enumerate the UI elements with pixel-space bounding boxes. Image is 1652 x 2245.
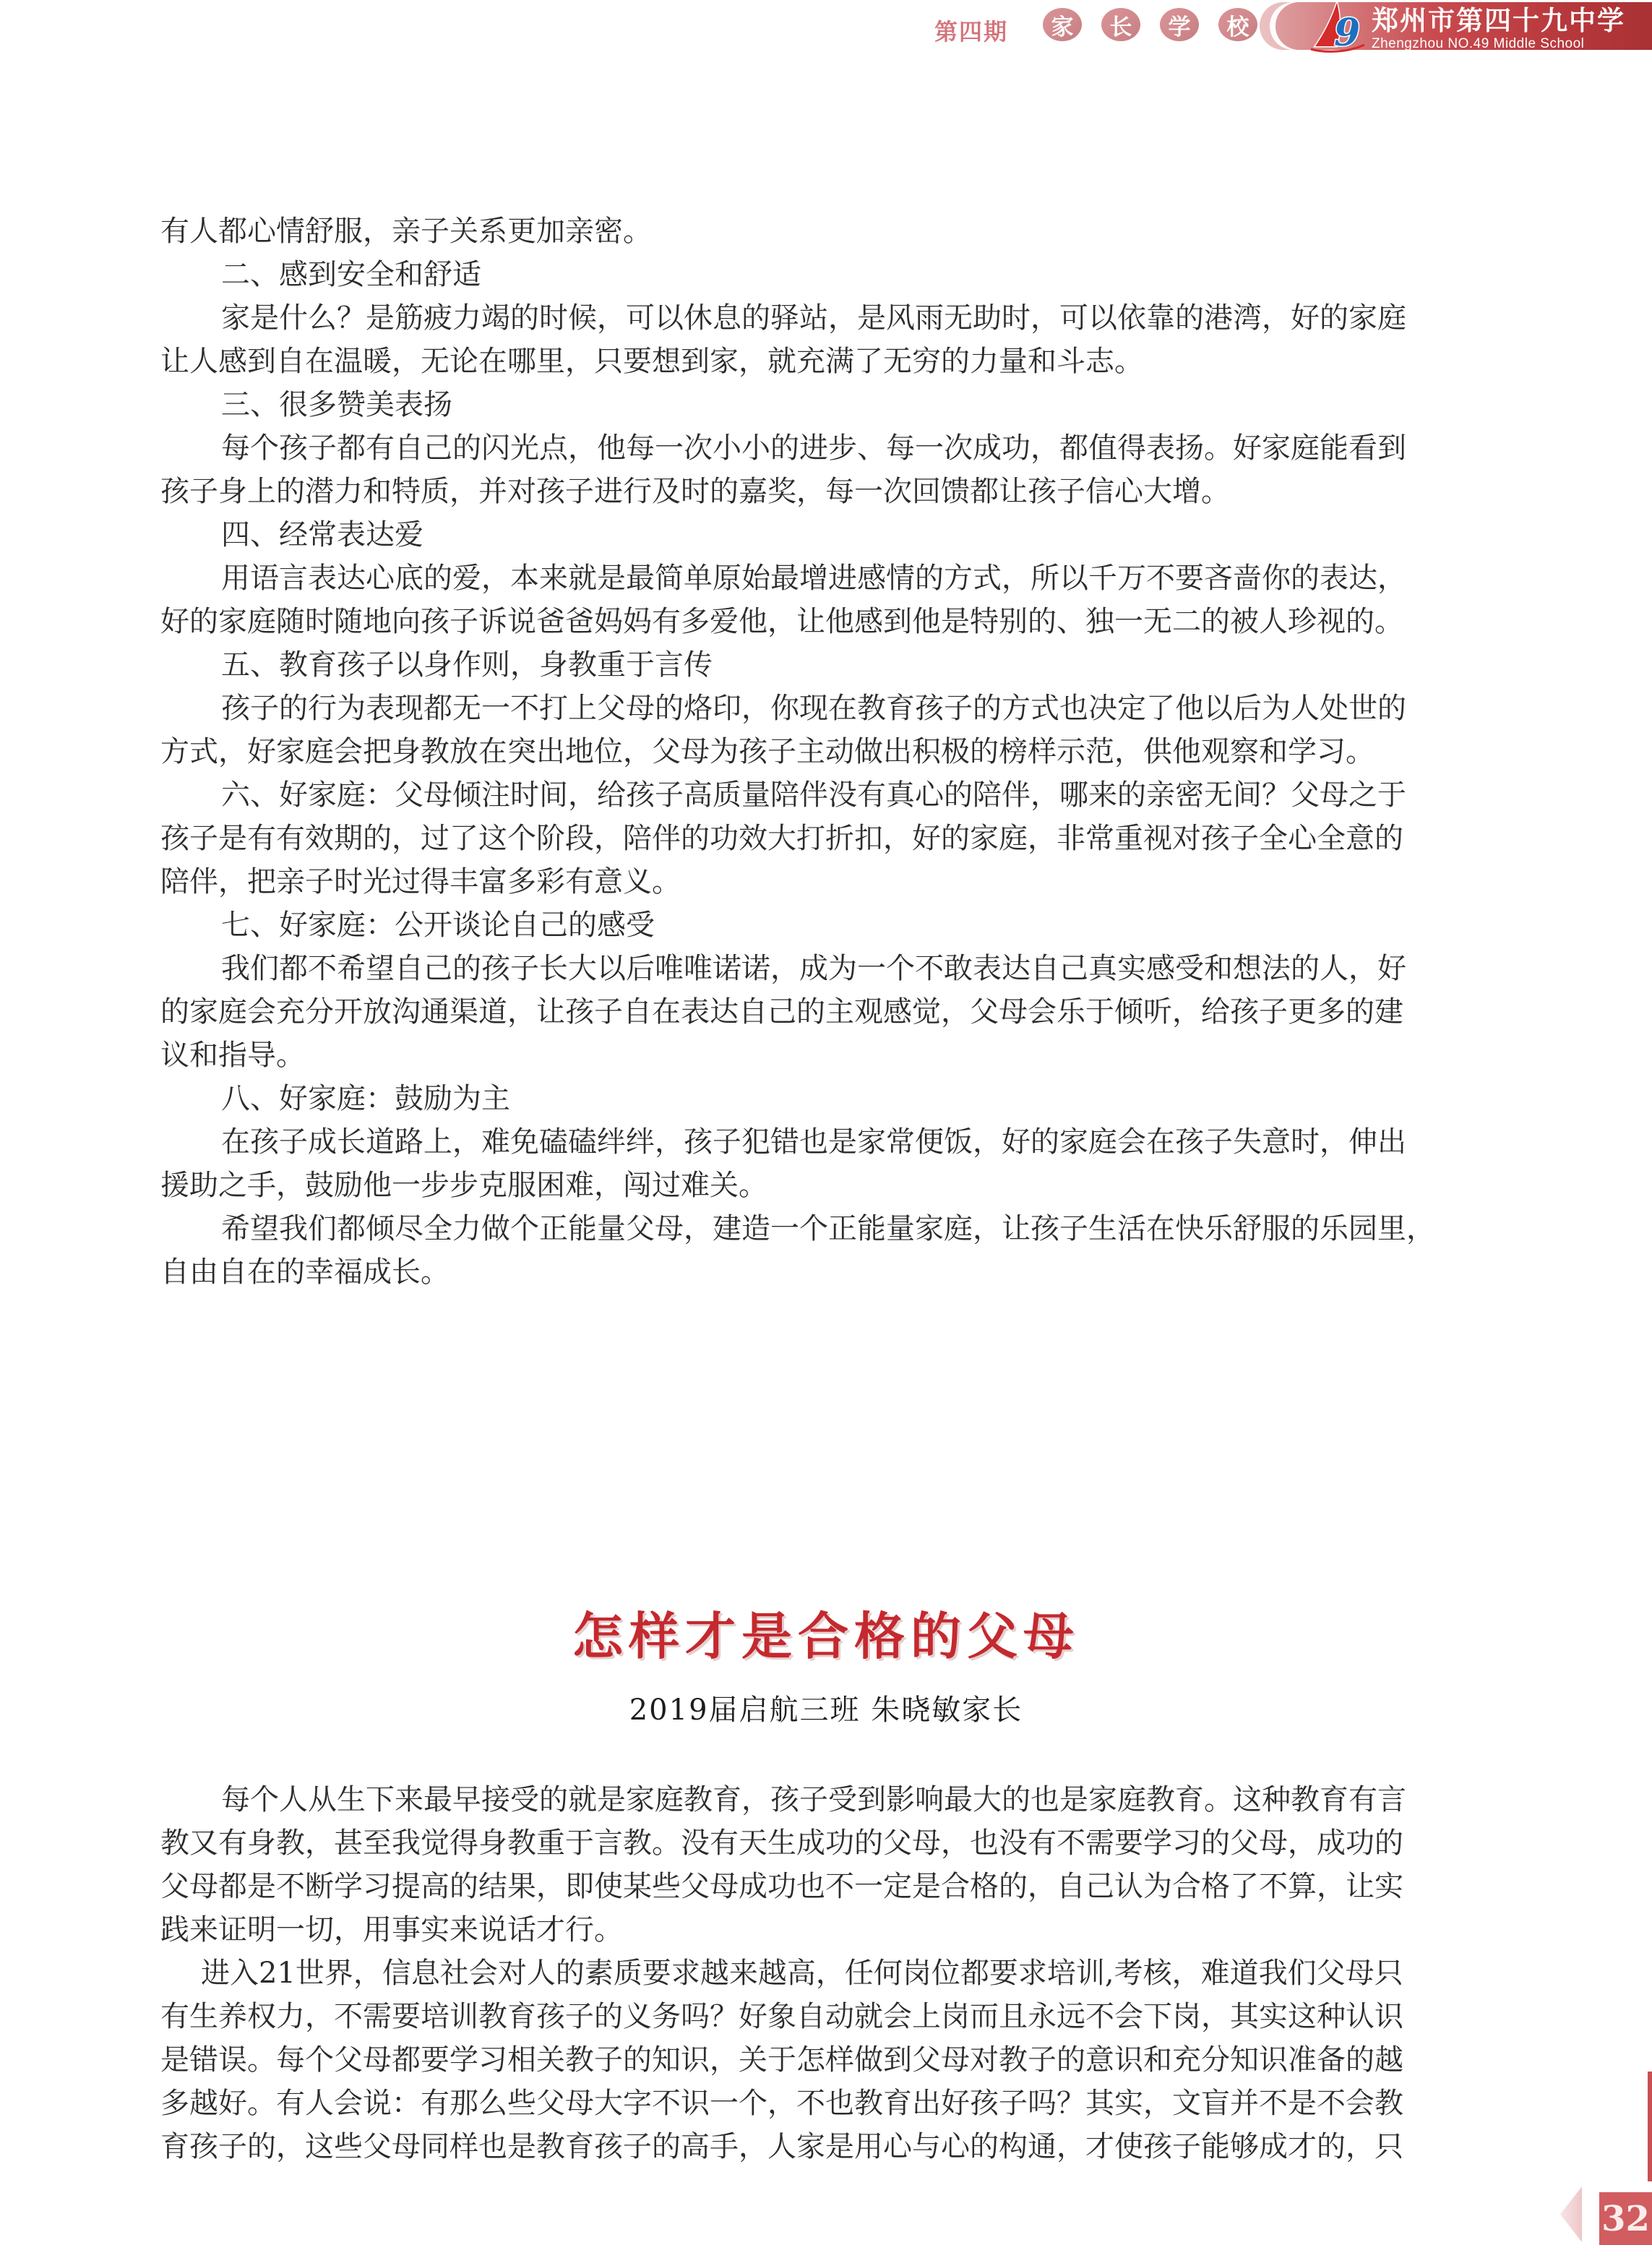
right-edge-strip bbox=[1648, 2072, 1652, 2181]
text-line: 有生养权力，不需要培训教育孩子的义务吗？好象自动就会上岗而且永远不会下岗，其实这种认识 bbox=[160, 2000, 1403, 2033]
text-line: 希望我们都倾尽全力做个正能量父母，建造一个正能量家庭，让孩子生活在快乐舒服的乐园里， bbox=[221, 1212, 1435, 1245]
text-line: 好的家庭随时随地向孩子诉说爸爸妈妈有多爱他，让他感到他是特别的、独一无二的被人珍视的。 bbox=[160, 605, 1403, 638]
text-line: 每个孩子都有自己的闪光点，他每一次小小的进步、每一次成功，都值得表扬。好家庭能看到 bbox=[221, 432, 1406, 465]
text-line: 六、好家庭：父母倾注时间，给孩子高质量陪伴没有真心的陪伴，哪来的亲密无间？父母之于 bbox=[221, 778, 1406, 812]
issue-label: 第四期 bbox=[934, 19, 1008, 45]
text-line: 教又有身教，甚至我觉得身教重于言教。没有天生成功的父母，也没有不需要学习的父母，成功的 bbox=[160, 1827, 1403, 1860]
text-line: 孩子是有有效期的，过了这个阶段，陪伴的功效大打折扣，好的家庭，非常重视对孩子全心全意的 bbox=[160, 822, 1403, 855]
text-line: 每个人从生下来最早接受的就是家庭教育，孩子受到影响最大的也是家庭教育。这种教育有言 bbox=[221, 1783, 1406, 1816]
text-line: 践来证明一切，用事实来说话才行。 bbox=[160, 1913, 623, 1946]
masthead-badges bbox=[1041, 6, 1260, 43]
text-line: 七、好家庭：公开谈论自己的感受 bbox=[221, 909, 655, 942]
text-line: 四、经常表达爱 bbox=[221, 518, 423, 551]
text-line: 孩子的行为表现都无一不打上父母的烙印，你现在教育孩子的方式也决定了他以后为人处世的 bbox=[221, 692, 1406, 725]
badge-xiao: 校 bbox=[1216, 6, 1260, 43]
text-line: 陪伴，把亲子时光过得丰富多彩有意义。 bbox=[160, 865, 681, 898]
text-line: 八、好家庭：鼓励为主 bbox=[221, 1082, 510, 1115]
badge-zhang: 长 bbox=[1099, 6, 1143, 43]
text-line: 援助之手，鼓励他一步步克服困难，闯过难关。 bbox=[160, 1169, 767, 1202]
badge-xue: 学 bbox=[1158, 6, 1201, 43]
school-name-cn: 郑州市第四十九中学 bbox=[1372, 7, 1625, 36]
text-line: 父母都是不断学习提高的结果，即使某些父母成功也不一定是合格的，自己认为合格了不算，让实 bbox=[160, 1870, 1403, 1903]
text-line: 是错误。每个父母都要学习相关教子的知识，关于怎样做到父母对教子的意识和充分知识准备的越 bbox=[160, 2043, 1403, 2077]
page-number-badge: 32 bbox=[1599, 2192, 1652, 2245]
article-2-byline: 2019届启航三班 朱晓敏家长 bbox=[629, 1694, 1023, 1727]
sail-49-logo-icon bbox=[1305, 0, 1367, 53]
text-line: 自由自在的幸福成长。 bbox=[160, 1255, 449, 1289]
text-line: 进入21世界，信息社会对人的素质要求越来越高，任何岗位都要求培训,考核，难道我们父母只 bbox=[201, 1957, 1403, 1990]
text-line: 有人都心情舒服，亲子关系更加亲密。 bbox=[160, 215, 652, 248]
article-2-title: 怎样才是合格的父母 bbox=[572, 1610, 1080, 1665]
text-line: 多越好。有人会说：有那么些父母大字不识一个，不也教育出好孩子吗？其实，文盲并不是不会教 bbox=[160, 2087, 1403, 2120]
badge-jia: 家 bbox=[1041, 6, 1084, 43]
text-line: 孩子身上的潜力和特质，并对孩子进行及时的嘉奖，每一次回馈都让孩子信心大增。 bbox=[160, 475, 1230, 508]
school-name-en: Zhengzhou NO.49 Middle School bbox=[1372, 36, 1585, 51]
text-line: 三、很多赞美表扬 bbox=[221, 388, 452, 421]
article-2-body bbox=[160, 1778, 1548, 2168]
text-line: 的家庭会充分开放沟通渠道，让孩子自在表达自己的主观感觉，父母会乐于倾听，给孩子更多的建 bbox=[160, 995, 1403, 1029]
text-line: 方式，好家庭会把身教放在突出地位，父母为孩子主动做出积极的榜样示范，供他观察和学习。 bbox=[160, 735, 1374, 768]
text-line: 二、感到安全和舒适 bbox=[221, 258, 481, 291]
article-1-body bbox=[160, 210, 1548, 1294]
svg-text:9: 9 bbox=[1334, 11, 1361, 53]
text-line: 育孩子的，这些父母同样也是教育孩子的高手，人家是用心与心的构通，才使孩子能够成才的，只 bbox=[160, 2130, 1403, 2163]
text-line: 家是什么？是筋疲力竭的时候，可以休息的驿站，是风雨无助时，可以依靠的港湾，好的家庭 bbox=[221, 301, 1406, 335]
triangle-decoration-icon bbox=[1560, 2186, 1582, 2242]
text-line: 用语言表达心底的爱，本来就是最简单原始最增进感情的方式，所以千万不要吝啬你的表达， bbox=[221, 562, 1406, 595]
text-line: 我们都不希望自己的孩子长大以后唯唯诺诺，成为一个不敢表达自己真实感受和想法的人，好 bbox=[221, 952, 1406, 985]
text-line: 让人感到自在温暖，无论在哪里，只要想到家，就充满了无穷的力量和斗志。 bbox=[160, 345, 1143, 378]
text-line: 在孩子成长道路上，难免磕磕绊绊，孩子犯错也是家常便饭，好的家庭会在孩子失意时，伸出 bbox=[221, 1125, 1406, 1159]
school-names bbox=[1372, 7, 1625, 51]
text-line: 议和指导。 bbox=[160, 1039, 305, 1072]
text-line: 五、教育孩子以身作则，身教重于言传 bbox=[221, 648, 713, 682]
